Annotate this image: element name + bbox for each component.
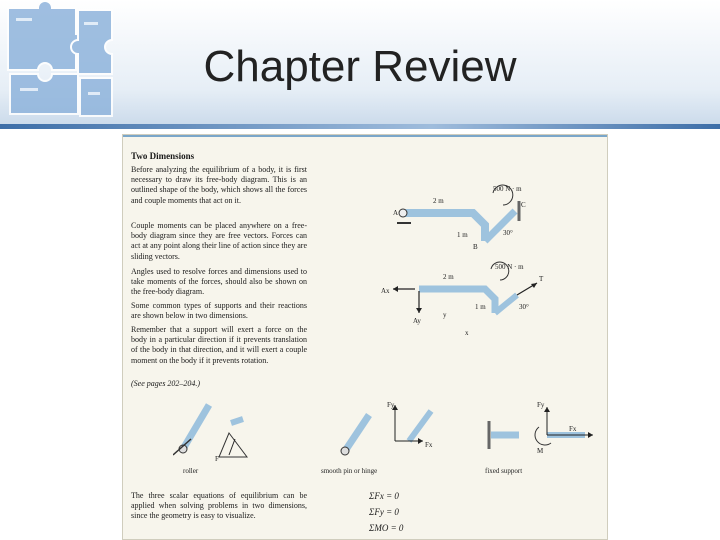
support-fixed-diagram [485,401,605,461]
page-reference: (See pages 202–204.) [131,379,201,388]
label-fixed-m: M [537,447,544,455]
header-divider [0,124,720,129]
caption-fixed: fixed support [485,467,523,475]
moment-label: 500 N · m [493,185,522,193]
equation-sum-mo: ΣMO = 0 [369,523,404,533]
point-c: C [521,201,526,209]
fbd-moment-label: 500 N · m [495,263,524,271]
label-pin-fy: Fy [387,401,395,409]
fbd-axis-x: x [465,329,469,337]
label-fixed-fy: Fy [537,401,545,409]
paragraph-couple-moments: Couple moments can be placed anywhere on a free-body diagram since they are free vectors. Forces can act at any point along their line of action since they are sliding vectors. [131,221,307,261]
dim-1m: 1 m [457,231,468,239]
label-roller-f: F [215,455,219,463]
page-top-rule [123,135,607,137]
label-fixed-fx: Fx [569,425,577,433]
pin-a-icon [399,209,407,217]
label-pin-fx: Fx [425,441,433,449]
angle-30: 30° [503,229,513,237]
paragraph-reactions: Remember that a support will exert a force on the body in a particular direction if it prevents translation of the body in that direction, and it will exert a couple moment on the body if it prevents rotation. [131,325,307,365]
fbd-angle-30: 30° [519,303,529,311]
equation-sum-fy: ΣFy = 0 [369,507,399,517]
caption-roller: roller [183,467,199,475]
fbd-ax: Ax [381,287,390,295]
paragraph-angles: Angles used to resolve forces and dimensions used to take moments of the forces, should also be shown on the free-body diagram. [131,267,307,297]
support-roller-diagram [173,399,263,463]
dim-2m: 2 m [433,197,444,205]
fbd-axis-y: y [443,311,447,319]
slide-title: Chapter Review [203,42,517,91]
textbook-page [122,134,608,540]
fbd-ay: Ay [413,317,421,325]
paragraph-equations: The three scalar equations of equilibrium can be applied when solving problems in two dimensions, since the geometry is easy to visualize. [131,491,307,521]
point-b: B [473,243,478,251]
fbd-dim-2m: 2 m [443,273,454,281]
equation-sum-fx: ΣFx = 0 [369,491,399,501]
paragraph-free-body: Before analyzing the equilibrium of a body, it is first necessary to draw its free-body diagram. This is an outlined shape of the body, which shows all the forces and couple moments that act on it. [131,165,307,205]
figure-bent-member [393,183,533,253]
paragraph-supports: Some common types of supports and their reactions are shown below in two dimensions. [131,301,307,321]
section-heading: Two Dimensions [131,151,195,161]
fbd-dim-1m: 1 m [475,303,486,311]
caption-pin: smooth pin or hinge [321,467,378,475]
figure-free-body-diagram [379,261,549,341]
fbd-tension-t: T [539,275,544,283]
point-a: A [393,209,399,217]
